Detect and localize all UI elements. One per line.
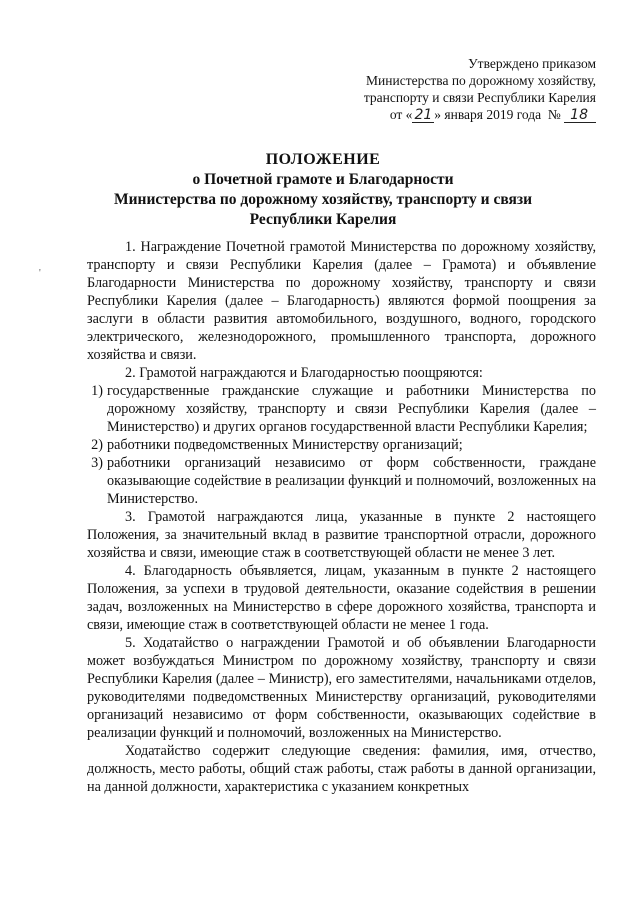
list-item — [81, 436, 596, 454]
list-marker: 1) — [91, 383, 103, 399]
paragraph-6: Ходатайство содержит следующие сведения: фамилия, имя, отчество, должность, место работы, общий стаж работы, стаж работы в данной организации, на данной должности, характеристика с указанием конкретных — [87, 743, 596, 795]
list-item — [81, 382, 596, 436]
approval-line-2: Министерства по дорожному хозяйству, — [366, 73, 596, 88]
paragraph-3: 3. Грамотой награждаются лица, указанные в пункте 2 настоящего Положения, за значительный вклад в развитие транспортной отрасли, дорожного хозяйства и связи, имеющие стаж в соответствующей области не менее 3 лет. — [87, 509, 596, 561]
margin-mark: ' — [39, 268, 41, 279]
list-item — [81, 454, 596, 508]
approval-date-line — [336, 106, 596, 123]
document-body — [87, 238, 596, 796]
list-marker: 2) — [91, 437, 103, 453]
list-item-text: государственные гражданские служащие и работники Министерства по дорожному хозяйству, транспорту и связи Республики Карелия (далее – Министерство) и других органов государственной власти Республики Карелия; — [107, 383, 596, 435]
paragraph-1: 1. Награждение Почетной грамотой Министерства по дорожному хозяйству, транспорту и связи Республики Карелия (далее – Грамота) и объявление Благодарности Министерства по дорожному хозяйству, транспорту и связи Республики Карелия (далее – Благодарность) являются формой поощрения за заслуги в области развития автомобильного, воздушного, водного, городского электрического, железнодорожного, промышленного транспорта, дорожного хозяйства и связи. — [87, 239, 596, 363]
approval-line-1: Утверждено приказом — [468, 56, 596, 71]
approval-line-3: транспорту и связи Республики Карелия — [363, 90, 596, 105]
document-title — [50, 150, 596, 230]
list-marker: 3) — [91, 455, 103, 471]
date-suffix: » января 2019 года — [434, 107, 542, 122]
date-prefix: от « — [389, 107, 413, 122]
paragraph-4: 4. Благодарность объявляется, лицам, указанным в пункте 2 настоящего Положения, за успехи в трудовой деятельности, оказание содействия в решении задач, возложенных на Министерство в сфере дорожного хозяйства, транспорта и связи, имеющие стаж в соответствующей области не менее 1 года. — [87, 563, 596, 633]
number-label: № — [547, 107, 561, 122]
paragraph-2: 2. Грамотой награждаются и Благодарностью поощряются: — [125, 365, 483, 381]
approval-stamp — [336, 55, 596, 123]
paragraph-5: 5. Ходатайство о награждении Грамотой и об объявлении Благодарности может возбуждаться Министром по дорожному хозяйству, транспорту и связи Республики Карелия (далее – Министр), его заместителями, начальниками отделов, руководителями подведомственных Министерству организаций, руководителями организаций независимо от форм собственности, оказывающих содействие в реализации функций и полномочий, возложенных на Министерство. — [87, 635, 596, 741]
title-line-1: ПОЛОЖЕНИЕ — [265, 151, 381, 168]
handwritten-number: 18 — [564, 108, 596, 123]
handwritten-day: 21 — [414, 107, 433, 123]
list-item-text: работники организаций независимо от форм собственности, граждане оказывающие содействие в реализации функций и полномочий, возложенных на Министерство. — [107, 455, 596, 507]
title-line-3: Министерства по дорожному хозяйству, транспорту и связи — [113, 191, 533, 208]
list-item-text: работники подведомственных Министерству организаций; — [107, 437, 463, 453]
title-line-4: Республики Карелия — [249, 211, 397, 228]
title-line-2: о Почетной грамоте и Благодарности — [192, 171, 454, 188]
